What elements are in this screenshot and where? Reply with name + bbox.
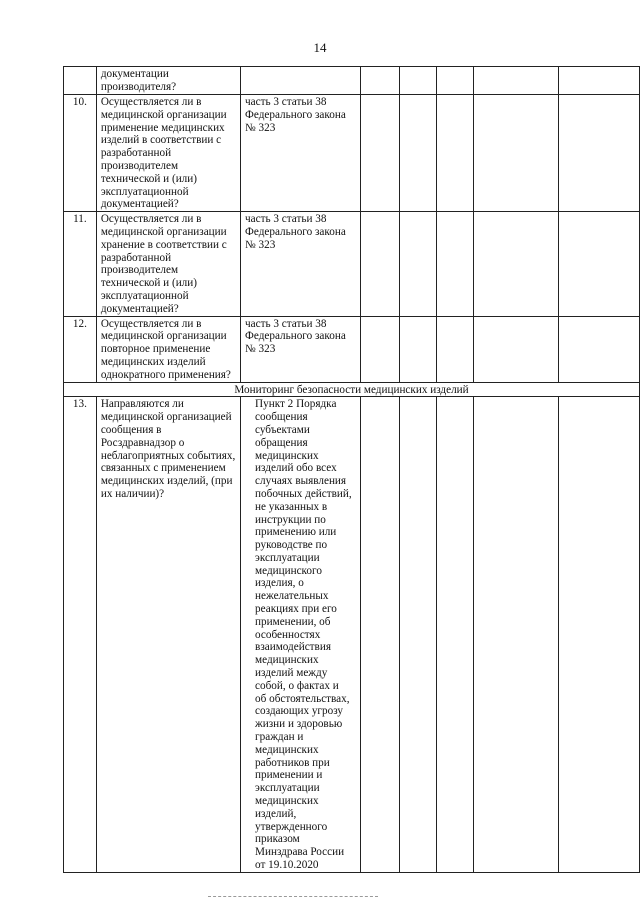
answer-cell [474, 397, 559, 872]
legal-basis: часть 3 статьи 38 Федерального закона № 323 [241, 212, 361, 316]
answer-cell [436, 67, 474, 95]
legal-basis: часть 3 статьи 38 Федерального закона № 323 [241, 316, 361, 382]
scan-edge-line [208, 896, 378, 897]
answer-cell [400, 212, 437, 316]
requirement-question: Осуществляется ли в медицинской организации повторное применение медицинских изделий однократного применения? [96, 316, 240, 382]
note-cell [559, 316, 640, 382]
answer-cell [360, 212, 400, 316]
requirement-question: Осуществляется ли в медицинской организации применение медицинских изделий в соответствии с разработанной производителем технической и (или) эксплуатационной документацией? [96, 95, 240, 212]
note-cell [559, 212, 640, 316]
answer-cell [360, 67, 400, 95]
table-row [64, 67, 640, 95]
answer-cell [400, 95, 437, 212]
table-row [64, 397, 640, 872]
answer-cell [360, 316, 400, 382]
answer-cell [436, 397, 474, 872]
answer-cell [436, 95, 474, 212]
table-row [64, 212, 640, 316]
requirement-question: документации производителя? [96, 67, 240, 95]
requirement-question: Осуществляется ли в медицинской организации хранение в соответствии с разработанной производителем технической и (или) эксплуатационной документацией? [96, 212, 240, 316]
answer-cell [436, 212, 474, 316]
answer-cell [474, 316, 559, 382]
requirement-question: Направляются ли медицинской организацией сообщения в Росздравнадзор о неблагоприятных событиях, связанных с применением медицинских изделий, (при их наличии)? [96, 397, 240, 872]
answer-cell [360, 95, 400, 212]
page-number: 14 [313, 40, 327, 55]
answer-cell [360, 397, 400, 872]
section-header-row [64, 382, 640, 397]
row-number: 11. [64, 212, 97, 316]
row-number [64, 67, 97, 95]
note-cell [559, 95, 640, 212]
legal-basis [241, 67, 361, 95]
row-number: 13. [64, 397, 97, 872]
note-cell [559, 67, 640, 95]
table-row [64, 95, 640, 212]
legal-basis: часть 3 статьи 38 Федерального закона № 323 [241, 95, 361, 212]
answer-cell [474, 67, 559, 95]
note-cell [559, 397, 640, 872]
answer-cell [400, 316, 437, 382]
checklist-table [63, 66, 640, 873]
table-row [64, 316, 640, 382]
legal-basis: Пункт 2 Порядка сообщения субъектами обращения медицинских изделий обо всех случаях выявления побочных действий, не указанных в инструкции по применению или руководстве по эксплуатации медицинского изделия, о нежелательных реакциях при его применении, об особенностях взаимодействия медицинских изделий между собой, о фактах и об обстоятельствах, создающих угрозу жизни и здоровью граждан и медицинских работников при применении и эксплуатации медицинских изделий, утвержденного приказом Минздрава России от 19.10.2020 [241, 397, 361, 872]
row-number: 10. [64, 95, 97, 212]
answer-cell [436, 316, 474, 382]
answer-cell [474, 95, 559, 212]
answer-cell [474, 212, 559, 316]
answer-cell [400, 397, 437, 872]
answer-cell [400, 67, 437, 95]
section-title: Мониторинг безопасности медицинских изделий [64, 382, 640, 397]
row-number: 12. [64, 316, 97, 382]
